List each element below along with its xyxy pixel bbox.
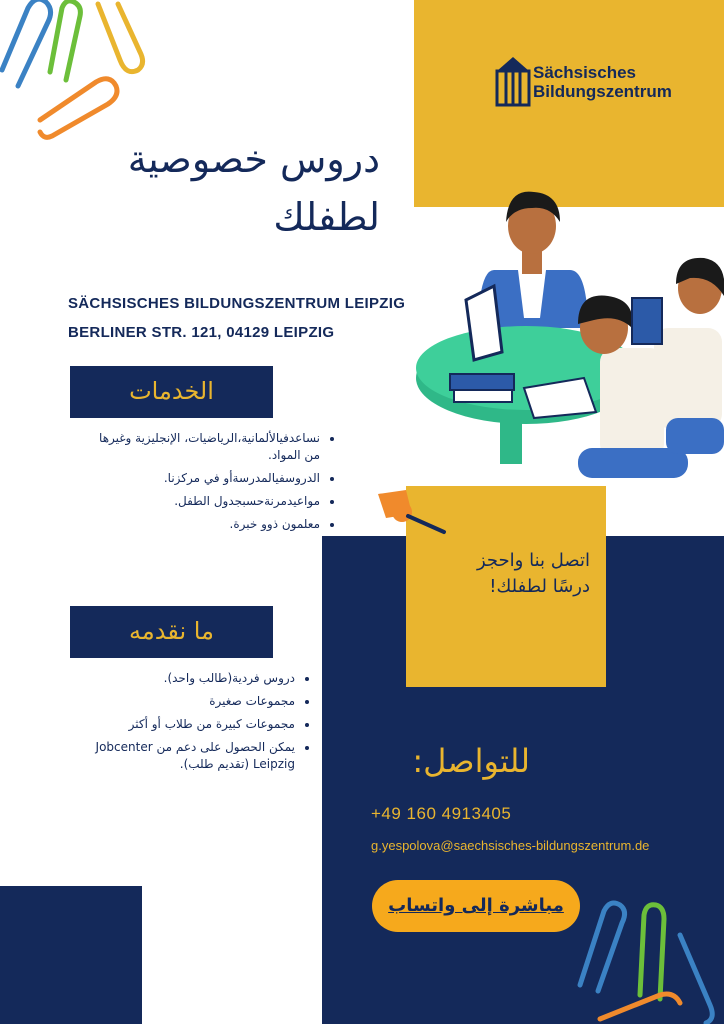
offer-list	[55, 670, 311, 779]
cta-text	[420, 548, 590, 600]
list-item: • معلمون ذوو خبرة.	[80, 516, 320, 533]
title-line-2: لطفلك	[273, 195, 380, 239]
whatsapp-button[interactable]: مباشرة إلى واتساب	[372, 880, 580, 932]
address-line-1: SÄCHSISCHES BILDUNGSZENTRUM LEIPZIG	[68, 295, 406, 312]
logo-line-2: Bildungszentrum	[533, 82, 672, 101]
contact-heading: للتواصل:	[412, 742, 530, 780]
phone-number[interactable]: +49 160 4913405	[371, 804, 512, 823]
logo-line-1: Sächsisches	[533, 63, 637, 82]
list-item: • مواعيدمرنةحسبجدول الطفل.	[80, 493, 320, 510]
logo-pencil-icon	[493, 55, 533, 111]
email-address[interactable]: g.yespolova@saechsisches-bildungszentrum.de	[371, 838, 650, 853]
list-item: • نساعدفيالألمانية،الرياضيات، الإنجليزية وغيرها من المواد.	[80, 430, 320, 464]
cta-line-1: اتصل بنا واحجز	[477, 550, 590, 571]
list-item: • الدروسفيالمدرسةأو في مركزنا.	[80, 470, 320, 487]
list-item: • يمكن الحصول على دعم من Jobcenter Leipzig (تقديم طلب).	[55, 739, 295, 773]
list-item: • مجموعات كبيرة من طلاب أو أكثر	[55, 716, 295, 733]
corner-navy-block	[0, 886, 142, 1024]
pushpin-icon	[376, 488, 448, 536]
offer-heading: ما نقدمه	[70, 606, 273, 658]
tutoring-illustration	[414, 178, 724, 498]
services-heading: الخدمات	[70, 366, 273, 418]
cta-line-2: درسًا لطفلك!	[489, 576, 590, 597]
page-title	[40, 130, 380, 246]
address-line-2: BERLINER STR. 121, 04129 LEIPZIG	[68, 324, 335, 341]
services-list	[80, 430, 336, 539]
list-item: • مجموعات صغيرة	[55, 693, 295, 710]
title-line-1: دروس خصوصية	[127, 137, 380, 181]
paperclip-icon	[560, 895, 724, 1024]
header-gold-block	[414, 0, 724, 207]
paperclip-icon	[0, 0, 170, 140]
logo-wordmark	[533, 63, 672, 101]
list-item: • دروس فردية(طالب واحد).	[55, 670, 295, 687]
